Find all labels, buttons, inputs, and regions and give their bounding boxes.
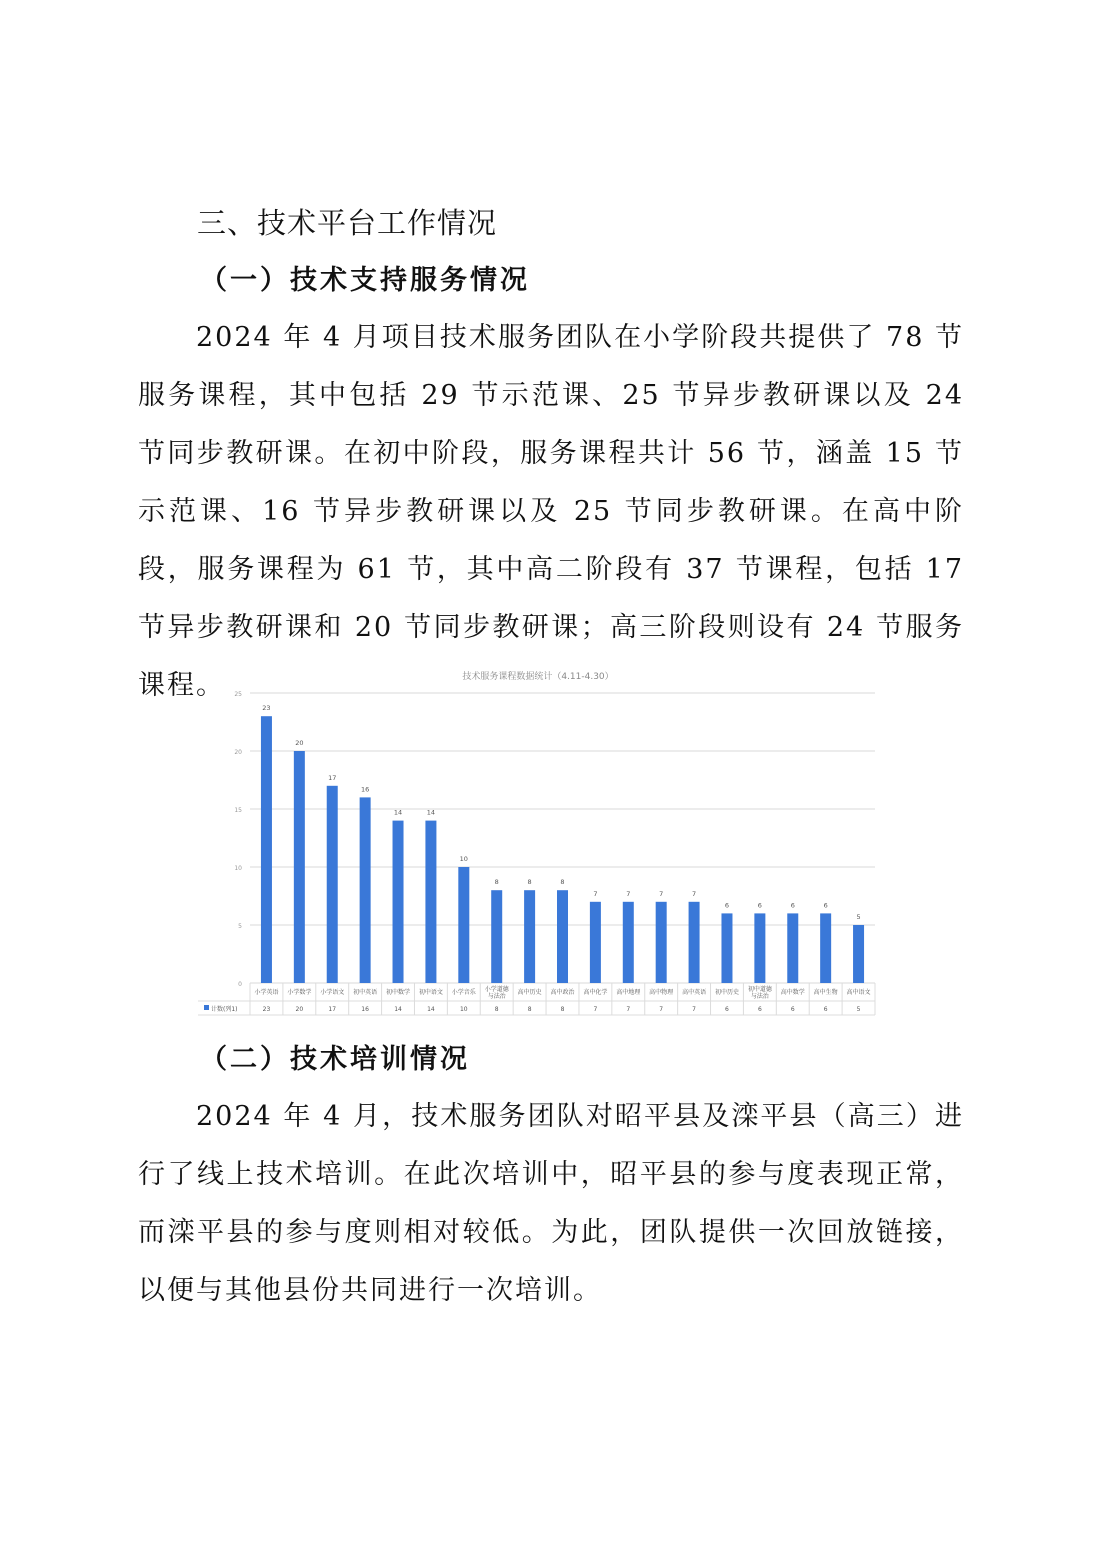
table-value: 6 [790,1006,795,1013]
table-value: 8 [527,1006,532,1013]
x-tick-label-cont: 与法治 [750,993,769,1000]
bar-chart [198,663,878,1018]
table-value: 14 [427,1006,435,1013]
x-tick-label: 高中英语 [682,989,707,996]
data-label: 6 [790,901,795,910]
y-tick-label: 15 [234,807,242,814]
table-value: 7 [593,1006,598,1013]
table-value: 7 [692,1006,696,1013]
bar [853,925,864,983]
x-tick-label-cont: 与法治 [487,993,506,1000]
bar [689,902,700,983]
table-value: 5 [856,1006,861,1013]
x-tick-label: 初中数学 [386,989,411,996]
x-tick-label: 小学道德 [484,986,509,993]
table-value: 20 [295,1006,304,1013]
y-tick-label: 5 [238,923,242,930]
x-tick-label: 高中历史 [517,989,542,996]
subsection-title-support: （一）技术支持服务情况 [200,265,530,296]
data-label: 7 [626,889,631,898]
paragraph-training: 2024 年 4 月，技术服务团队对昭平县及滦平县（高三）进行了线上技术培训。在此次培训中，昭平县的参与度表现正常，而滦平县的参与度则相对较低。为此，团队提供一次回放链接，以便与其他县份共同进行一次培训。 [138,1101,964,1306]
x-tick-label: 小学数学 [287,989,312,996]
data-label: 8 [494,878,499,887]
legend-label: 计数(列1) [211,1006,238,1013]
data-label: 14 [426,808,436,817]
table-value: 7 [659,1006,664,1013]
bar [524,890,535,983]
x-tick-label: 初中道德 [747,986,772,993]
subsection-title-training: （二）技术培训情况 [200,1044,470,1075]
x-tick-label: 高中物理 [649,989,674,996]
bar [623,902,634,983]
x-tick-label: 初中英语 [353,989,378,996]
x-tick-label: 高中政治 [550,989,575,996]
bar [787,913,798,983]
data-label: 8 [560,878,565,887]
x-tick-label: 初中历史 [714,989,739,996]
table-value: 6 [823,1006,828,1013]
data-label: 10 [459,855,468,863]
x-tick-label: 高中地理 [616,989,641,996]
bar [557,890,568,983]
data-label: 6 [757,901,762,910]
x-tick-label: 小学英语 [254,989,279,996]
table-value: 8 [494,1006,499,1013]
bar [294,751,305,983]
bar [261,716,272,983]
data-label: 14 [393,808,403,817]
data-label: 5 [856,913,861,921]
table-value: 17 [328,1006,337,1013]
data-label: 20 [295,739,304,747]
legend-swatch [204,1005,209,1010]
x-tick-label: 高中语文 [846,989,871,996]
bar [393,821,404,983]
bar [425,821,436,983]
section-title: 三、技术平台工作情况 [197,206,498,240]
table-value: 8 [560,1006,565,1013]
bar [754,913,765,983]
data-label: 8 [527,878,532,887]
data-label: 6 [823,901,828,910]
bar [721,913,732,983]
x-tick-label: 高中生物 [813,989,838,996]
x-tick-label: 高中化学 [583,989,608,996]
data-label: 7 [659,889,664,898]
data-label: 7 [692,889,697,898]
bar [590,902,601,983]
table-value: 16 [361,1006,369,1013]
table-value: 23 [262,1006,271,1013]
bar [820,913,831,983]
data-label: 7 [593,889,598,898]
data-label: 6 [724,901,730,910]
bar [491,890,502,983]
bar [327,786,338,983]
table-value: 6 [757,1006,762,1013]
y-tick-label: 25 [234,691,242,698]
table-value: 10 [459,1006,468,1013]
x-tick-label: 高中数学 [780,989,805,996]
x-tick-label: 小学音乐 [451,989,476,996]
paragraph-support: 2024 年 4 月项目技术服务团队在小学阶段共提供了 78 节服务课程，其中包括 29 节示范课、25 节异步教研课以及 24 节同步教研课。在初中阶段，服务课程共计 56 节，涵盖 15 节示范课、16 节异步教研课以及 25 节同步教研课。在高中阶段，服务课程为 61 节，其中高二阶段有 37 节课程，包括 17 节异步教研课和 20 节同步教研课；高三阶段则设有 24 节服务课程。 [138,322,964,701]
chart-title: 技术服务课程数据统计（4.11-4.30） [462,672,614,682]
x-tick-label: 小学语文 [320,989,345,996]
y-tick-label: 0 [238,981,242,988]
bar [458,867,469,983]
data-label: 17 [328,773,337,782]
table-value: 6 [725,1006,729,1013]
data-label: 16 [360,785,370,794]
table-value: 7 [626,1006,631,1013]
data-label: 23 [262,704,271,713]
bar [656,902,667,983]
table-value: 14 [394,1006,402,1013]
y-tick-label: 10 [234,865,242,872]
bar [360,797,371,983]
y-tick-label: 20 [234,749,242,756]
x-tick-label: 初中语文 [418,989,443,996]
